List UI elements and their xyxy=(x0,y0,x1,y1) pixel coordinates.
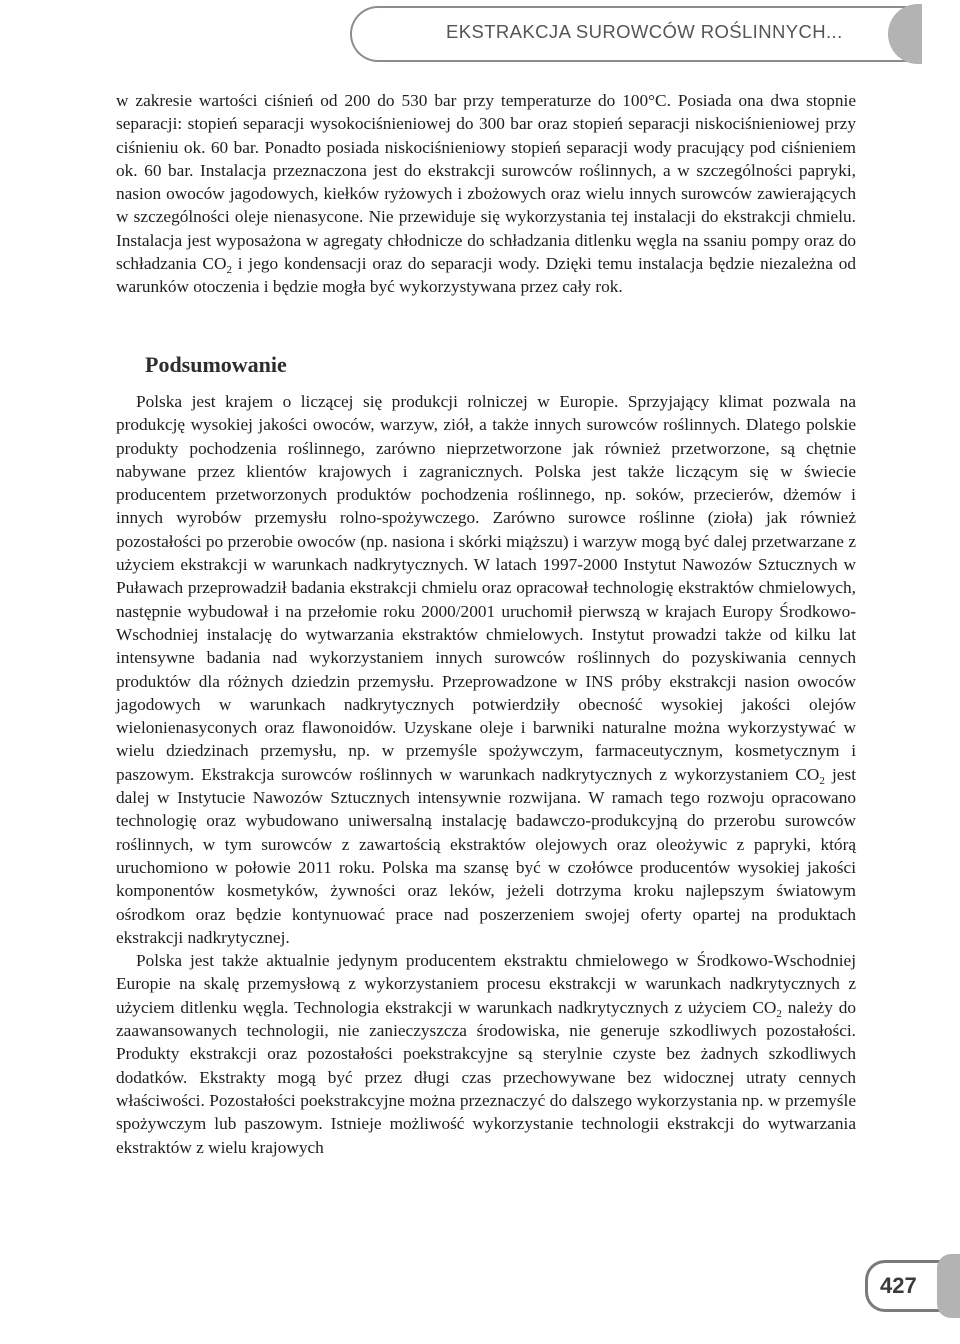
subscript: 2 xyxy=(819,774,825,787)
summary-block xyxy=(116,390,856,1159)
paragraph-text: jest dalej w Instytucie Nawozów Sztucznych intensywnie rozwijana. W ramach tego rozwoju opracowano technologię oraz wybudowano uniwersalną instalację badawczo-produkcyjną do przerobu surowców roślinnych, w tym surowców z zawartością ekstraktów olejowych oraz oleożywic z papryki, którą uruchomiono w połowie 2011 roku. Polska ma szansę być w czołówce producentów wysokiej jakości komponentów kosmetyków, żywności oraz leków, jeżeli dotrzyma kroku najlepszym światowym ośrodkom oraz będzie kontynuować prace nad poszerzeniem swojej oferty opartej na produktach ekstrakcji nadkrytycznej. xyxy=(116,764,856,947)
continued-paragraph-block xyxy=(116,89,856,299)
subscript: 2 xyxy=(226,264,232,277)
paragraph-text: w zakresie wartości ciśnień od 200 do 530 bar przy temperaturze do 100°C. Posiada ona dwa stopnie separacji: stopień separacji wysokociśnieniowej do 300 bar oraz stopień separacji niskociśnieniowej przy ciśnieniu ok. 60 bar. Ponadto posiada niskociśnieniowy stopień separacji wody pracujący pod ciśnieniem ok. 60 bar. Instalacja przeznaczona jest do ekstrakcji surowców roślinnych, a w szczególności papryki, nasion owoców jagodowych, kiełków ryżowych i zbożowych oraz wielu innych surowców zawierających w szczególności oleje nienasycone. Nie przewiduje się wykorzystania tej instalacji do ekstrakcji chmielu. Instalacja jest wyposażona w agregaty chłodnicze do schładzania ditlenku węgla na ssaniu pompy oraz do schładzania CO xyxy=(116,91,856,274)
subscript: 2 xyxy=(776,1007,782,1020)
summary-paragraph-2 xyxy=(116,949,856,1159)
section-heading: Podsumowanie xyxy=(145,352,287,377)
page-number-cap xyxy=(937,1254,960,1318)
running-header-title: EKSTRAKCJA SUROWCÓW ROŚLINNYCH... xyxy=(446,21,843,42)
paragraph-text: należy do zaawansowanych technologii, nie zanieczyszcza środowiska, nie generuje szkodliwych pozostałości. Produkty ekstrakcji oraz pozostałości poekstrakcyjne są sterylnie czyste bez żadnych szkodliwych dodatków. Ekstrakty mogą być przez długi czas przechowywane bez widocznej utraty cennych właściwości. Pozostałości poekstrakcyjne można przeznaczyć do dalszego wykorzystania np. w przemyśle spożywczym lub paszowym. Istnieje możliwość wykorzystanie technologii ekstrakcji do wytwarzania ekstraktów z wielu krajowych xyxy=(116,997,856,1157)
continued-paragraph xyxy=(116,89,856,299)
paragraph-text: Polska jest krajem o liczącej się produkcji rolniczej w Europie. Sprzyjający klimat pozwala na produkcję wysokiej jakości owoców, warzyw, ziół, a także innych surowców roślinnych. Dlatego polskie produkty pochodzenia roślinnego, zarówno nieprzetworzone jak również przetworzone, są chętnie nabywane przez klientów krajowych i zagranicznych. Polska jest także liczącym się w świecie producentem przetworzonych produktów pochodzenia roślinnego, np. soków, przecierów, dżemów i innych wyrobów przemysłu rolno-spożywczego. Zarówno surowce roślinne (zioła) jak również pozostałości po przerobie owoców (np. nasiona i skórki miąższu) i warzyw mogą być dalej przetwarzane z użyciem ekstrakcji w warunkach nadkrytycznych. W latach 1997-2000 Instytut Nawozów Sztucznych w Puławach przeprowadził badania ekstrakcji chmielu oraz opracował technologię ekstraktów chmielowych, następnie wybudował i na przełomie roku 2000/2001 uruchomił pierwszą w krajach Europy Środkowo-Wschodniej instalację do wytwarzania ekstraktów chmielowych. Instytut prowadzi także od kilku lat intensywne badania nad wykorzystaniem innych surowców roślinnych do pozyskiwania cennych produktów dla różnych dziedzin przemysłu. Przeprowadzone w INS próby ekstrakcji nasion owoców jagodowych w warunkach nadkrytycznych potwierdziły obecność wysokiej jakości olejów wielonienasyconych oraz flawonoidów. Uzyskane oleje i barwniki naturalne można wykorzystywać w wielu dziedzinach przemysłu, np. w przemyśle spożywczym, farmaceutycznym, kosmetycznym i paszowym. Ekstrakcja surowców roślinnych w warunkach nadkrytycznych z wykorzystaniem CO xyxy=(116,392,856,784)
paragraph-text: Polska jest także aktualnie jedynym producentem ekstraktu chmielowego w Środkowo-Wschodniej Europie na skalę przemysłową z wykorzystaniem procesu ekstrakcji w warunkach nadkrytycznych z użyciem ditlenku węgla. Technologia ekstrakcji w warunkach nadkrytycznych z użyciem CO xyxy=(116,951,856,1017)
summary-paragraph-1 xyxy=(116,390,856,949)
paragraph-text: i jego kondensacji oraz do separacji wody. Dzięki temu instalacja będzie niezależna od warunków otoczenia i będzie mogła być wykorzystywana przez cały rok. xyxy=(116,254,856,297)
page-number: 427 xyxy=(880,1273,917,1298)
